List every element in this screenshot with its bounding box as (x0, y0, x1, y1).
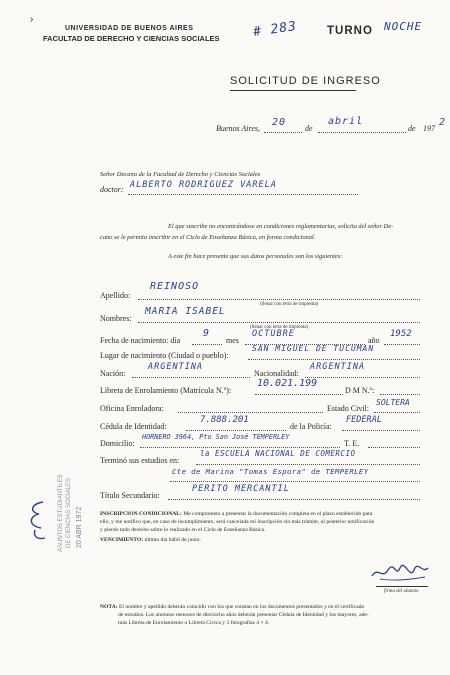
mes-label: mes (226, 336, 239, 345)
intro-paragraph-line2: cano se le permita inscribir en el Ciclo de Enseñanza Básica, en forma condicional. (100, 234, 316, 241)
turno-value: NOCHE (384, 20, 423, 33)
titulo-label: Título Secundario: (100, 491, 160, 500)
note-label: NOTA: (100, 604, 118, 610)
apellido-label: Apellido: (100, 291, 131, 300)
turno-label: TURNO (327, 25, 373, 37)
cedula-label: Cédula de Identidad: (100, 422, 167, 431)
note-block (100, 603, 430, 627)
doctor-label: doctor: (100, 185, 124, 194)
date-year-suffix: 2 (439, 117, 446, 128)
corner-mark: › (30, 14, 34, 25)
addressee-line: Señor Decano de la Facultad de Derecho y Ciencias Sociales (100, 171, 261, 178)
libreta-value: 10.021.199 (257, 378, 318, 389)
nacion-label: Nación: (100, 369, 126, 378)
conditional-label: INSCRIPCION CONDICIONAL: (100, 511, 182, 517)
conditional-text-3: y pierdo todo derecho sobre lo realizado en el Ciclo de Enseñanza Básica. (100, 527, 266, 533)
titulo-value: PERITO MERCANTIL (192, 484, 290, 494)
apellido-value: REINOSO (150, 281, 200, 292)
domicilio-value: HORNERO 3964, Pto San José TEMPERLEY (142, 433, 290, 441)
termino-value-line1: la ESCUELA NACIONAL DE COMERCIO (200, 449, 356, 458)
conditional-text-2: ello, y me notifico que, en caso de incumplimiento, será cancelada mi inscripción sin más trámite, ni posterior notificación (100, 519, 375, 525)
nacion-value: ARGENTINA (148, 362, 204, 372)
lugar-value: SAN MIGUEL DE TUCUMAN (252, 344, 375, 353)
lugar-label: Lugar de nacimiento (Ciudad o pueblo): (100, 351, 229, 360)
intro-paragraph-line1: El que suscribe no encontrándose en condiciones reglamentarias, solicita del señor De- (168, 223, 394, 230)
apellido-hint: (llenar con letra de imprenta) (260, 302, 319, 307)
date-month: abril (328, 116, 364, 127)
date-day: 20 (272, 117, 287, 128)
libreta-label: Libreta de Enrolamiento (Matrícula N.º): (100, 386, 232, 395)
university-name: UNIVERSIDAD DE BUENOS AIRES (65, 25, 194, 32)
estado-label: Estado Civil: (327, 404, 369, 413)
nacionalidad-label: Nacionalidad: (254, 369, 299, 378)
doctor-name: ALBERTO RODRIGUEZ VARELA (130, 180, 277, 190)
date-year-prefix: 197 (423, 124, 435, 133)
vencimiento-label: VENCIMIENTO: (100, 537, 144, 543)
nombres-value: MARIA ISABEL (145, 306, 226, 317)
domicilio-label: Domicilio: (100, 439, 135, 448)
termino-value-line2: Cte de Marina "Tomas Espora" de TEMPERLEY (172, 467, 369, 476)
margin-initials (25, 498, 49, 544)
nacimiento-day: 9 (203, 328, 211, 339)
date-city: Buenos Aires, (216, 124, 260, 133)
nombres-hint: (llenar con letra de imprenta) (250, 325, 309, 330)
faculty-name: FACULTAD DE DERECHO Y CIENCIAS SOCIALES (43, 34, 220, 43)
stamp-line-2: DE CIENCIAS SOCIALES (66, 477, 72, 548)
date-de-1: de (305, 124, 313, 133)
nacimiento-month: OCTUBRE (252, 329, 295, 339)
conditional-text-1: Me comprometo a presentar la documentación completa en el plazo establecido para (183, 511, 373, 517)
stamp-date: 20 ABR 1972 (76, 506, 83, 548)
note-text-2: de estudios. Los alumnos menores de dieciocho años deberán presentar Cédula de Identidad y los mayores, ade- (118, 612, 369, 618)
oficina-label: Oficina Enroladora: (100, 404, 164, 413)
estado-value: SOLTERA (376, 398, 410, 407)
nacionalidad-value: ARGENTINA (310, 362, 366, 372)
termino-label: Terminó sus estudios en: (100, 456, 180, 465)
note-text-1: El nombre y apellido deberán coincidir con los que constan en los documentos presentados y en el certificado (119, 604, 365, 610)
ano-label: año (368, 336, 380, 345)
policia-label: de la Policía: (290, 422, 332, 431)
date-de-2: de (408, 124, 416, 133)
cedula-value: 7.888.201 (200, 415, 249, 425)
nacimiento-label: Fecha de nacimiento: día (100, 336, 181, 345)
title-underline (230, 90, 356, 91)
intro-paragraph-line3: A este fin hace presente que sus datos personales son los siguientes: (168, 253, 343, 260)
signature-caption: firma del alumno (384, 589, 419, 594)
page-title: SOLICITUD DE INGRESO (230, 75, 381, 87)
conditional-block (100, 510, 430, 544)
stamp-line-1: ASUNTOS ESTUDIANTILES (58, 474, 64, 552)
vencimiento-text: último día hábil de junio. (144, 537, 201, 543)
te-label: T. E. (344, 439, 360, 448)
note-text-3: más Libreta de Enrolamiento o Libreta Cívica y 3 fotografías 4 × 4. (118, 620, 270, 626)
nacimiento-year: 1952 (390, 329, 412, 339)
file-number: # 283 (252, 19, 298, 40)
dmn-label: D M N.º: (345, 386, 375, 395)
nombres-label: Nombres: (100, 314, 132, 323)
signature-line (376, 586, 428, 587)
policia-value: FEDERAL (346, 415, 382, 425)
student-signature (370, 562, 430, 584)
